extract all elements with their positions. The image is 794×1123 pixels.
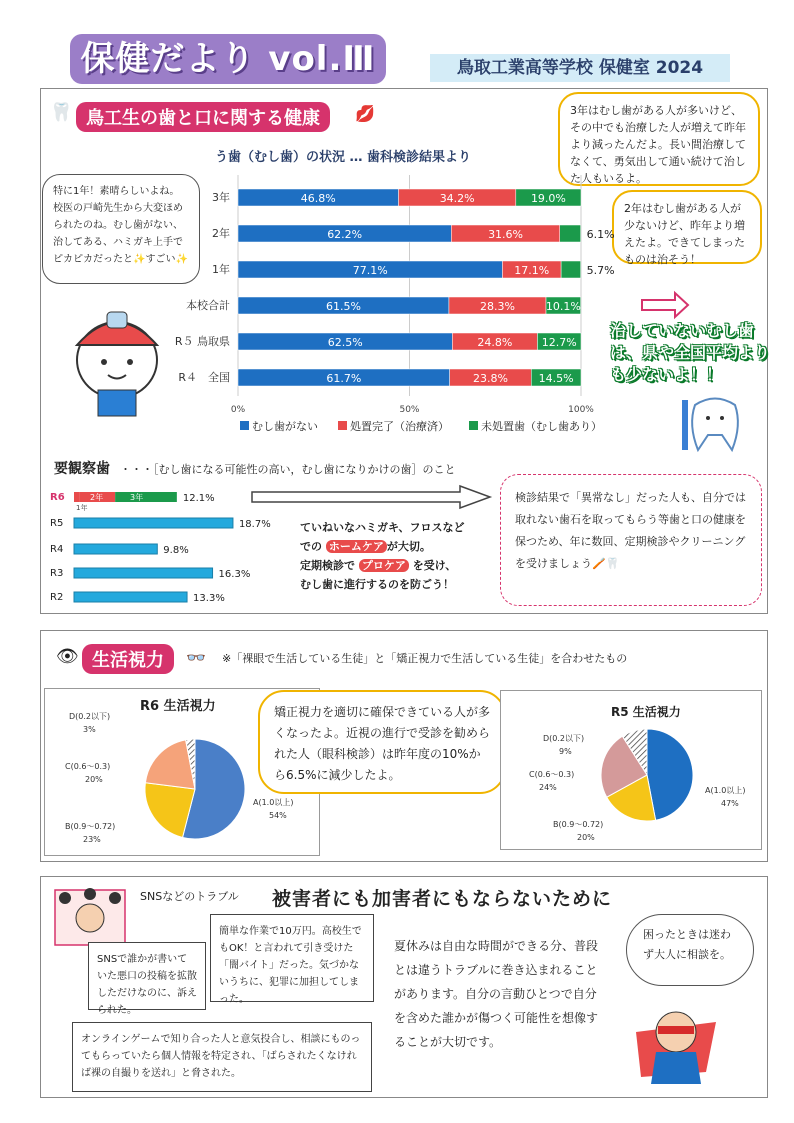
bar-segment [561,261,581,278]
sns-body-text: 夏休みは自由な時間ができる分、普段とは違うトラブルに巻き込まれることがあります。自分の言動ひとつで自分を含めた誰かが傷つく可能性を想像することが大切です。 [394,939,599,1049]
vision-section-title: 生活視力 [82,644,174,674]
bar-value-label: 6.1% [586,228,615,241]
bar-value-label: 31.6% [488,228,524,241]
pie-label: D(0.2以下) [543,734,585,743]
case-card-2: 簡単な作業で10万円。高校生でもOK！と言われて引き受けた「闇バイト」だった。気づかないうちに、犯罪に加担してしまった。 [210,914,374,1002]
grade-label: 2年 [90,493,104,502]
category-label: 2年 [212,227,230,240]
big-arrow-icon [250,484,495,510]
pie-value-label: 20% [85,775,103,784]
pie-label: B(0.9～0.72) [65,822,116,831]
caries-legend [240,418,602,434]
pie-value-label: 9% [559,747,572,756]
bar-value-label: 19.0% [530,192,566,205]
pie-value-label: 47% [721,799,739,808]
bar-value-label: 34.2% [439,192,475,205]
category-label: 1年 [212,263,230,276]
caries-stacked-bar-chart [160,170,620,415]
legend-item-treated: 処置完了（治療済） [338,418,449,434]
pie-label: C(0.6～0.3) [65,762,111,771]
pie-value-label: 23% [83,835,101,844]
category-label: R４ 全国 [178,371,230,384]
bar-value-label: 23.8% [472,372,508,385]
hero-illustration [616,992,736,1088]
sns-advice-bubble: 困ったときは迷わず大人に相談を。 [626,914,754,986]
tooth-icon: 🦷 [50,102,73,123]
observation-bar-segment [74,492,79,502]
school-name: 鳥取工業高等学校 保健室 2024 [430,54,730,82]
r6-pie-title: R6 生活視力 [140,699,216,714]
bar-value-label: 5.7% [586,264,615,277]
sns-headline: 被害者にも加害者にもならないために [272,888,613,910]
observation-year-label: R6 [50,492,65,503]
observation-value-label: 18.7% [238,519,271,530]
category-label: 3年 [212,191,230,204]
bar-value-label: 62.2% [327,228,363,241]
pie-label: A(1.0以上) [253,798,294,807]
grade-label: 3年 [130,493,144,502]
bar-value-label: 24.8% [477,336,513,349]
pie-label: B(0.9～0.72) [553,820,604,829]
glasses-icon: 👓 [186,648,206,667]
observation-desc: ・・・［むし歯になる可能性の高い，むし歯になりかけの歯］のこと [120,463,456,476]
pie-label: A(1.0以上) [705,786,746,795]
bar-value-label: 12.7% [541,336,577,349]
sns-trouble-illustration [50,880,130,950]
lips-icon: 💋 [355,104,375,123]
bar-value-label: 17.1% [514,264,550,277]
second-year-bubble: 2年はむし歯がある人が少ないけど、昨年より増えたよ。できてしまったものは治そう！ [612,190,762,264]
category-label: R５ 鳥取県 [174,335,230,348]
bar-value-label: 14.5% [538,372,574,385]
bar-value-label: 28.3% [480,300,515,313]
teeth-section-title: 鳥工生の歯と口に関する健康 [76,102,330,132]
x-tick-label: 0% [230,405,246,415]
observation-title: 要観察歯 [54,461,110,477]
pie-value-label: 20% [577,833,595,842]
pie-label: D(0.2以下) [69,712,111,721]
category-label: 本校合計 [186,299,230,312]
bar-value-label: 61.5% [325,300,361,313]
arrow-icon [640,290,690,320]
bar-segment [560,225,581,242]
observation-year-label: R4 [50,544,64,555]
legend-item-healthy: むし歯がない [240,418,318,434]
vision-bubble: 矯正視力を適切に確保できている人が多くなったよ。近視の進行で受診を勧められた人（眼科検診）は昨年度の10%から6.5%に減少したよ。 [258,690,506,794]
observation-bar [74,544,157,554]
observation-value-label: 13.3% [193,593,225,604]
observation-bar-chart [44,484,271,608]
mascot-bubble: 特に1年！素晴らしいよね。校医の戸崎先生から大変ほめられたのね。むし歯がない、治してある、ハミガキ上手でピカピカだったと✨すごい✨ [42,174,200,284]
pie-value-label: 3% [83,725,96,734]
observation-tip: ていねいなハミガキ、フロスなど での ホームケア が大切。 定期検診で プロケア を受け、 むし歯に進行するのを防ごう！ [300,521,465,591]
bar-value-label: 46.8% [300,192,336,205]
third-year-bubble: 3年はむし歯がある人が多いけど、その中でも治療した人が増えて昨年より減ったんだよ。長い間治療してなくて、勇気出して通い続けて治した人もいるよ。 [558,92,760,186]
observation-bar [74,592,187,602]
tooth-mascot-icon [680,390,750,460]
pie-value-label: 24% [539,783,557,792]
observation-year-label: R5 [50,518,64,529]
x-tick-label: 100% [568,405,594,415]
grade-label: 1年 [76,504,88,512]
untreated-caries-note: 治していないむし歯は、県や全国平均よりも少ないよ！！ [610,321,771,384]
eye-icon: 👁 [56,646,79,667]
pie-slice [647,729,693,820]
observation-value-label: 16.3% [218,569,251,580]
observation-value-label: 12.1% [182,493,215,504]
r5-pie-title: R5 生活視力 [611,705,681,719]
case-card-3: オンラインゲームで知り合った人と意気投合し、相談にものってもらっていたら個人情報を特定され、「ばらされたくなければ裸の自撮りを送れ」と脅された。 [72,1022,372,1092]
observation-bar [74,568,213,578]
bar-value-label: 62.5% [327,336,363,349]
bar-value-label: 10.1% [545,300,581,313]
legend-item-untreated: 未処置歯（むし歯あり） [469,418,602,434]
pie-label: C(0.6～0.3) [529,770,575,779]
pie-value-label: 54% [269,811,287,820]
observation-year-label: R3 [50,568,64,579]
bar-value-label: 61.7% [326,372,362,385]
observation-bar [74,518,233,528]
r5-pie-chart [501,691,763,851]
x-tick-label: 50% [399,405,420,415]
observation-value-label: 9.8% [163,545,189,556]
r5-pie-box [500,690,762,850]
observation-bar-segment [115,492,177,502]
newsletter-title: 保健だより vol.Ⅲ [70,34,386,84]
sns-label: SNSなどのトラブル [140,890,239,903]
case-card-1: SNSで誰かが書いていた悪口の投稿を拡散しただけなのに、訴えられた。 [88,942,206,1010]
bar-value-label: 77.1% [352,264,388,277]
vision-note: ※「裸眼で生活している生徒」と「矯正視力で生活している生徒」を合わせたもの [222,652,628,665]
observation-year-label: R2 [50,592,64,603]
checkup-advice-box: 検診結果で「異常なし」だった人も、自分では取れない歯石を取ってもらう等歯と口の健康を保つため、年に数回、定期検診やクリーニングを受けましょう🪥🦷 [500,474,762,606]
caries-chart-title: う歯（むし歯）の状況 … 歯科検診結果より [215,150,472,165]
